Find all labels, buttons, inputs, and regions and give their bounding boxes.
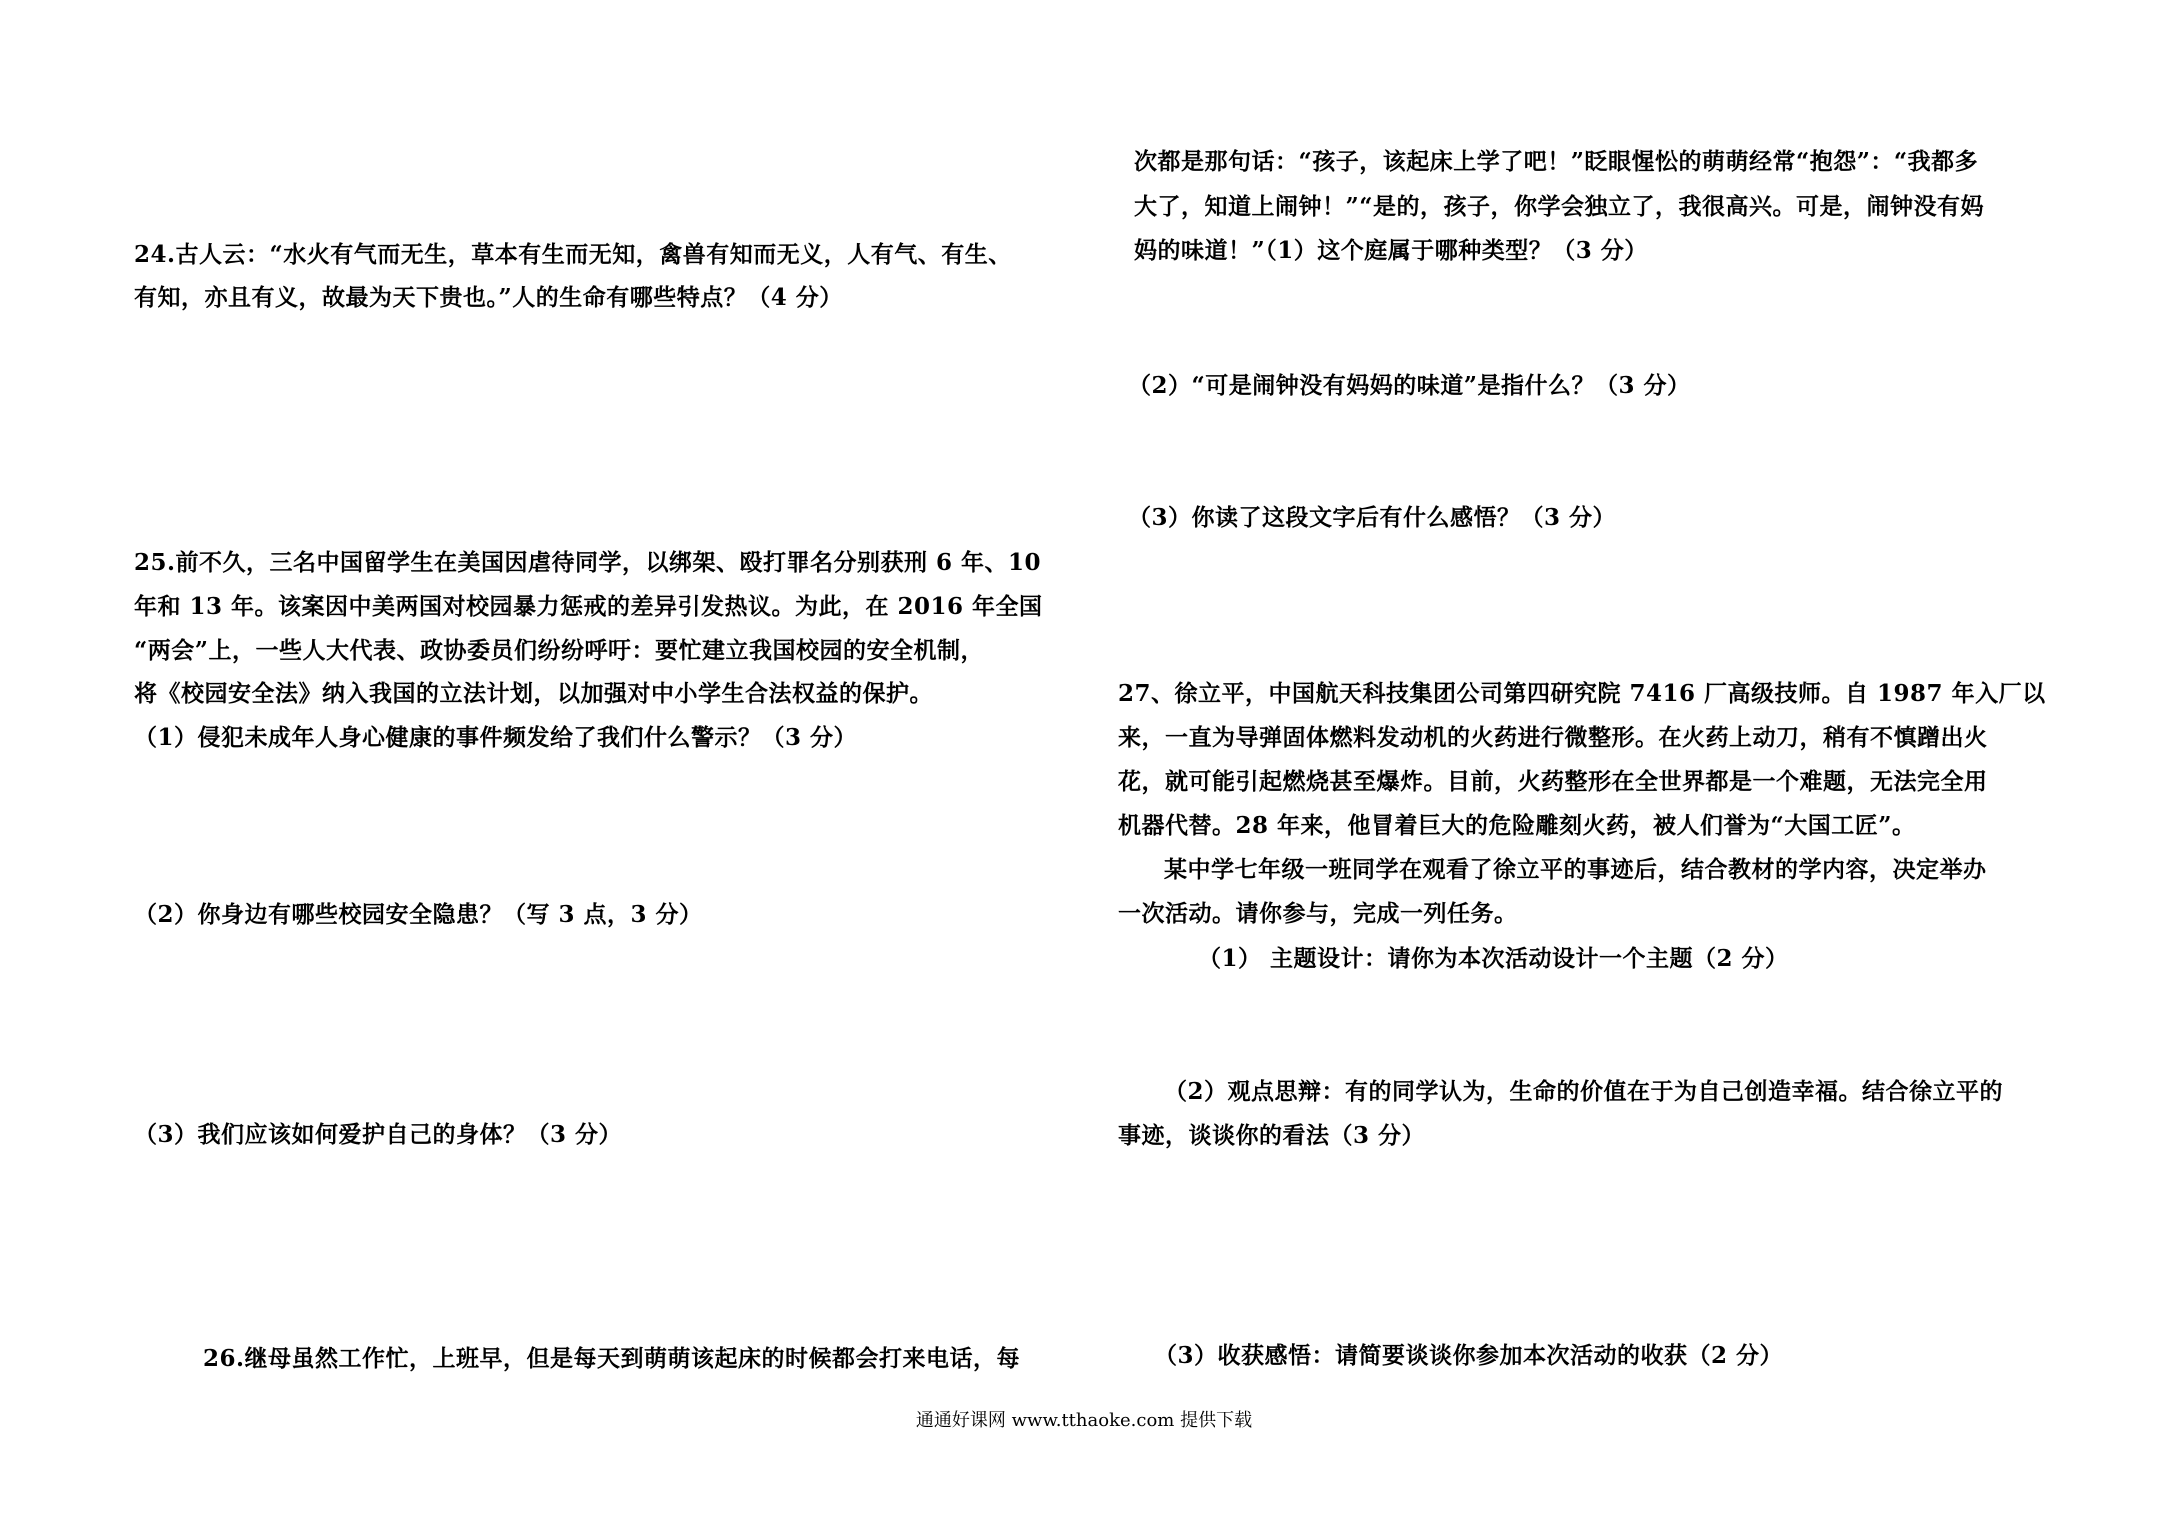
q26-cont-line-2: 大了，知道上闹钟！”“是的，孩子，你学会独立了，我很高兴。可是，闹钟没有妈 xyxy=(1134,193,1984,220)
q27-sub3: （3）收获感悟：请简要谈谈你参加本次活动的收获（2 分） xyxy=(1154,1342,1784,1369)
q27-line-1: 27、徐立平，中国航天科技集团公司第四研究院 7416 厂高级技师。自 1987 年入厂以 xyxy=(1118,680,2046,707)
q25-line-4: 将《校园安全法》纳入我国的立法计划，以加强对中小学生合法权益的保护。 xyxy=(134,680,933,707)
q27-sub2-line-2: 事迹，谈谈你的看法（3 分） xyxy=(1118,1122,1426,1149)
q25-line-3: “两会”上，一些人大代表、政协委员们纷纷呼吁：要忙建立我国校园的安全机制， xyxy=(134,637,984,664)
q26-cont-line-1: 次都是那句话：“孩子，该起床上学了吧！”眨眼惺忪的萌萌经常“抱怨”：“我都多 xyxy=(1134,148,1979,175)
q24-line-2: 有知，亦且有义，故最为天下贵也。”人的生命有哪些特点？（4 分） xyxy=(134,284,843,311)
q26-sub3: （3）你读了这段文字后有什么感悟？（3 分） xyxy=(1128,504,1617,531)
q27-line-3: 花，就可能引起燃烧甚至爆炸。目前，火药整形在全世界都是一个难题，无法完全用 xyxy=(1118,768,1988,795)
q27-line-2: 来，一直为导弹固体燃料发动机的火药进行微整形。在火药上动刀，稍有不慎蹭出火 xyxy=(1118,724,1988,751)
q27-sub1: （1） 主题设计：请你为本次活动设计一个主题（2 分） xyxy=(1198,945,1789,972)
q25-sub1: （1）侵犯未成年人身心健康的事件频发给了我们什么警示？（3 分） xyxy=(134,724,858,751)
q27-sub2-line-1: （2）观点思辩：有的同学认为，生命的价值在于为自己创造幸福。结合徐立平的 xyxy=(1164,1078,2004,1105)
q25-line-2: 年和 13 年。该案因中美两国对校园暴力惩戒的差异引发热议。为此，在 2016 年全国 xyxy=(134,593,1043,620)
q26-cont-line-3: 妈的味道！”（1）这个庭属于哪种类型？（3 分） xyxy=(1134,237,1648,264)
footer-source: 通通好课网 www.tthaoke.com 提供下载 xyxy=(915,1410,1253,1431)
q27-intro-line-1: 某中学七年级一班同学在观看了徐立平的事迹后，结合教材的学内容，决定举办 xyxy=(1164,856,1987,883)
q25-sub2: （2）你身边有哪些校园安全隐患？（写 3 点，3 分） xyxy=(134,901,703,928)
q27-line-4: 机器代替。28 年来，他冒着巨大的危险雕刻火药，被人们誉为“大国工匠”。 xyxy=(1118,812,1916,839)
q26-start: 26.继母虽然工作忙，上班早，但是每天到萌萌该起床的时候都会打来电话，每 xyxy=(203,1345,1021,1372)
q27-intro-line-2: 一次活动。请你参与，完成一列任务。 xyxy=(1118,900,1518,927)
q25-sub3: （3）我们应该如何爱护自己的身体？（3 分） xyxy=(134,1121,623,1148)
q25-line-1: 25.前不久，三名中国留学生在美国因虐待同学，以绑架、殴打罪名分别获刑 6 年、10 xyxy=(134,549,1042,576)
q26-sub2: （2）“可是闹钟没有妈妈的味道”是指什么？（3 分） xyxy=(1128,372,1691,399)
q24-line-1: 24.古人云：“水火有气而无生，草本有生而无知，禽兽有知而无义，人有气、有生、 xyxy=(134,241,1012,268)
